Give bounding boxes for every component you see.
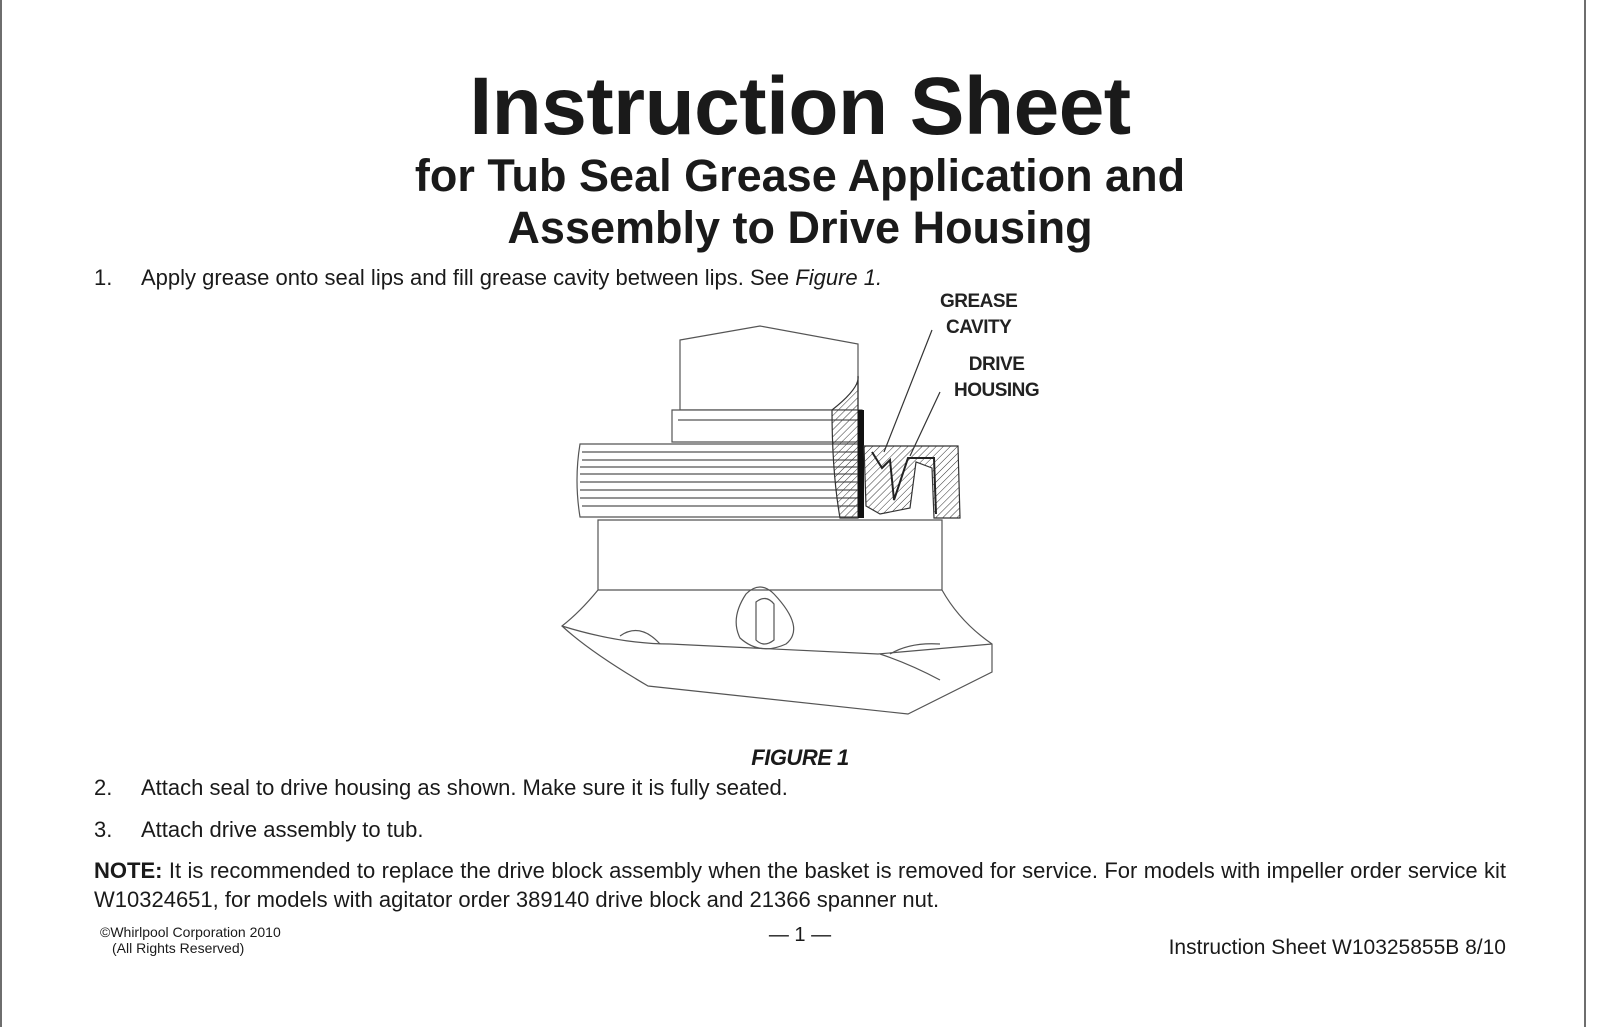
grease-cavity-callout [940,289,1017,341]
callout-drive-line-2: HOUSING [954,380,1040,401]
drive-housing-callout [954,352,1039,404]
copyright-line-1: ©Whirlpool Corporation 2010 [100,924,281,940]
step-number: 3. [94,817,113,842]
step-suffix: . [875,265,883,290]
note-text: It is recommended to replace the drive block assembly when the basket is removed for service. For models with impeller order service kit W10324651, for models with agitator order 389140 drive block and 21366 spanner nut. [94,858,1506,912]
step-text: Attach seal to drive housing as shown. Make sure it is fully seated. [141,775,788,800]
subtitle-line-2: Assembly to Drive Housing [507,202,1093,253]
note-label: NOTE: [94,858,163,883]
step-1 [94,265,1514,291]
page-title: Instruction Sheet [469,61,1131,152]
step-number: 1. [94,265,113,290]
step-text: Apply grease onto seal lips and fill grease cavity between lips. See [141,265,796,290]
page-subtitle [0,150,1600,254]
callout-grease-line-2: CAVITY [945,317,1012,338]
step-2 [94,775,1514,801]
note-paragraph [94,856,1506,914]
document-id: Instruction Sheet W10325855B 8/10 [1168,936,1506,959]
subtitle-line-1: for Tub Seal Grease Application and [414,150,1186,201]
figure-caption: FIGURE 1 [751,745,849,770]
copyright-line-2: (All Rights Reserved) [112,940,245,956]
step-3 [94,817,1514,843]
callout-drive-line-1: DRIVE [968,354,1025,375]
figure-reference: Figure 1 [795,265,876,290]
page-number: — 1 — [768,924,832,946]
callout-grease-line-1: GREASE [940,291,1018,312]
step-text: Attach drive assembly to tub. [141,817,424,842]
step-number: 2. [94,775,113,800]
